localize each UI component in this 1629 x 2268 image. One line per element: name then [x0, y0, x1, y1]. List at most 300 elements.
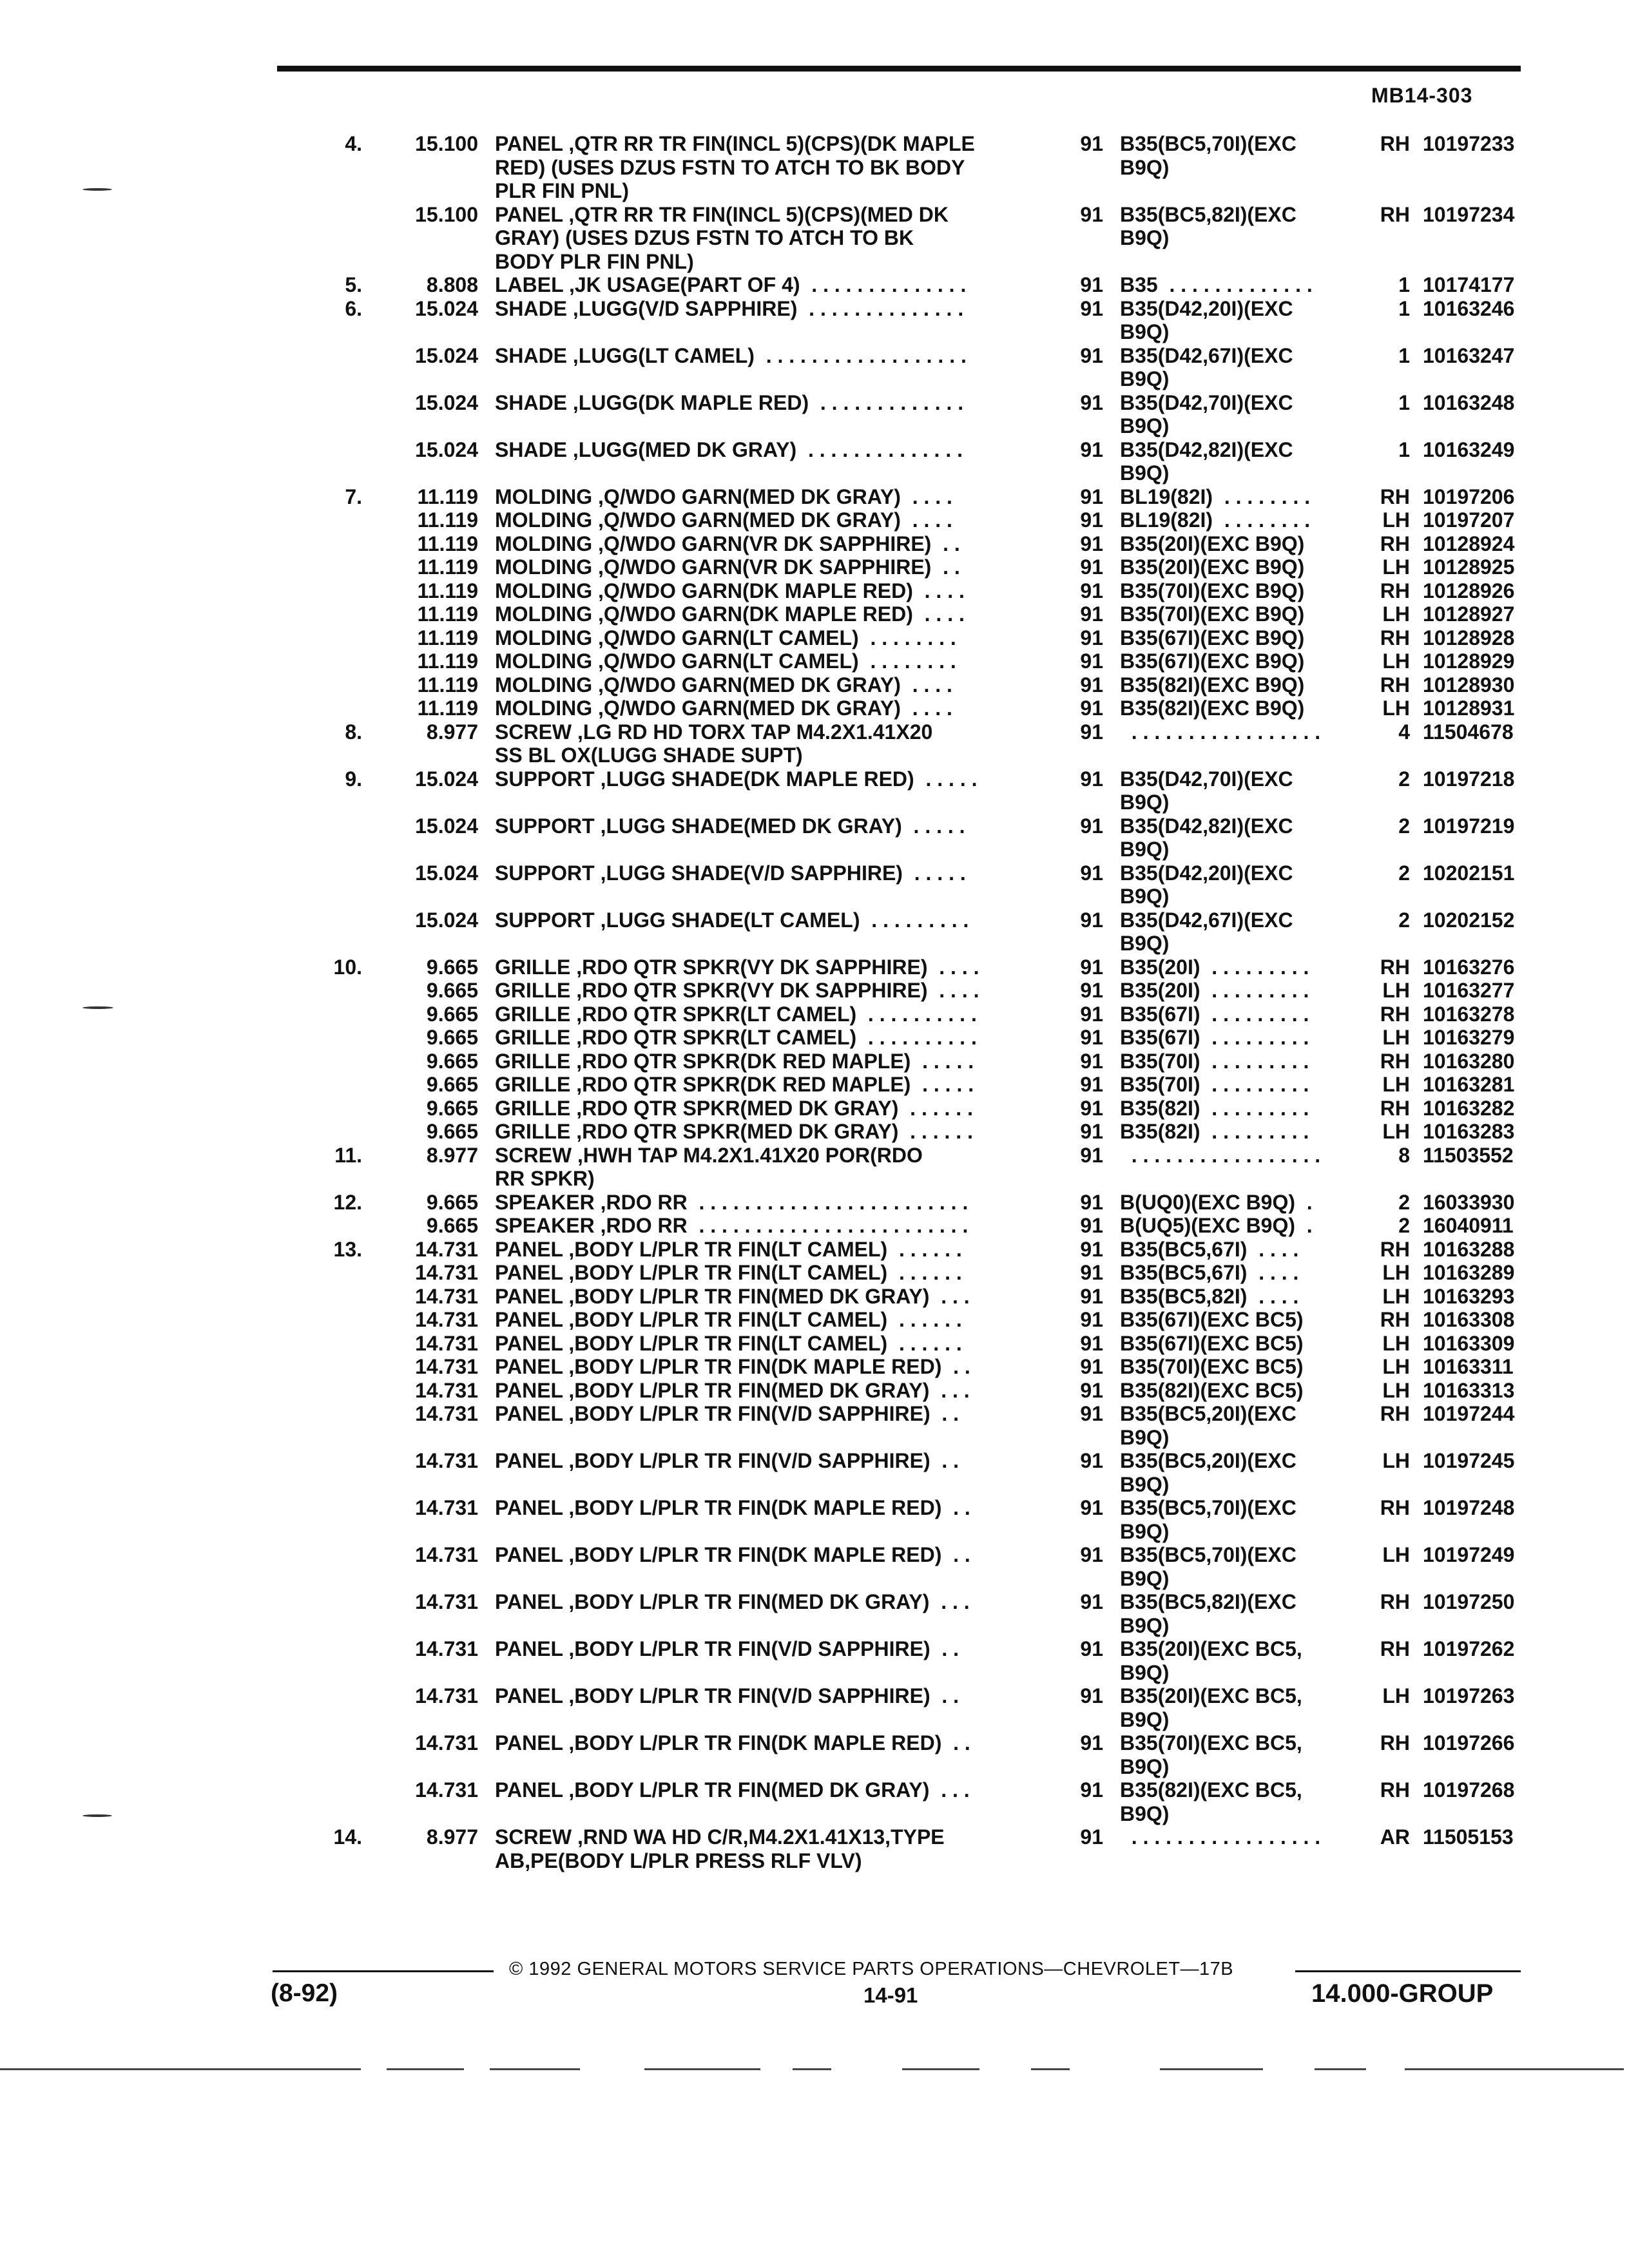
- table-row: [322, 767, 1527, 814]
- model-usage: B35(70I) . . . . . . . . .: [1120, 1049, 1309, 1073]
- group-number: 15.024: [415, 767, 478, 791]
- model-year: 91: [1080, 343, 1103, 367]
- part-number: 10163283: [1423, 1120, 1515, 1143]
- quantity: LH: [1382, 1261, 1410, 1284]
- scan-mark: [82, 188, 112, 191]
- model-year: 91: [1080, 1120, 1103, 1143]
- part-description: PANEL ,QTR RR TR FIN(INCL 5)(CPS)(MED DK GRAY) (USES DZUS FSTN TO ATCH TO BK BODY PLR FIN PNL): [495, 202, 949, 273]
- part-number: 10197207: [1423, 508, 1515, 532]
- model-usage: B35(BC5,70I)(EXC B9Q): [1120, 1496, 1296, 1543]
- part-description: PANEL ,BODY L/PLR TR FIN(V/D SAPPHIRE) . .: [495, 1402, 959, 1425]
- model-year: 91: [1080, 673, 1103, 697]
- model-usage: B35(82I)(EXC B9Q): [1120, 697, 1305, 720]
- table-row: [322, 979, 1527, 1003]
- model-year: 91: [1080, 1355, 1103, 1378]
- part-description: SCREW ,HWH TAP M4.2X1.41X20 POR(RDO RR SPKR): [495, 1143, 923, 1190]
- part-number: 11505153: [1423, 1825, 1514, 1849]
- model-year: 91: [1080, 1402, 1103, 1425]
- part-description: MOLDING ,Q/WDO GARN(VR DK SAPPHIRE) . .: [495, 532, 960, 555]
- group-number: 15.024: [415, 861, 478, 885]
- quantity: LH: [1382, 697, 1410, 720]
- part-number: 10163249: [1423, 437, 1515, 461]
- table-row: [322, 1097, 1527, 1120]
- part-number: 10128929: [1423, 649, 1515, 673]
- table-row: [322, 1684, 1527, 1731]
- group-number: 9.665: [426, 1026, 478, 1049]
- table-row: [322, 273, 1527, 297]
- quantity: 2: [1398, 767, 1410, 791]
- model-year: 91: [1080, 555, 1103, 579]
- quantity: LH: [1382, 1026, 1410, 1049]
- table-row: [322, 1144, 1527, 1191]
- quantity: LH: [1382, 1684, 1410, 1707]
- revision-date: (8-92): [271, 1979, 338, 2007]
- table-row: [322, 555, 1527, 579]
- table-row: [322, 861, 1527, 908]
- table-row: [322, 1402, 1527, 1449]
- quantity: LH: [1382, 1355, 1410, 1378]
- part-description: GRILLE ,RDO QTR SPKR(DK RED MAPLE) . . . . .: [495, 1073, 974, 1096]
- part-number: 10163280: [1423, 1049, 1515, 1073]
- quantity: 1: [1398, 343, 1410, 367]
- quantity: 8: [1398, 1143, 1410, 1167]
- model-year: 91: [1080, 1026, 1103, 1049]
- item-number: 9.: [345, 767, 362, 791]
- quantity: RH: [1380, 532, 1410, 555]
- group-number: 9.665: [426, 979, 478, 1002]
- quantity: RH: [1380, 1308, 1410, 1331]
- part-number: 10197248: [1423, 1496, 1515, 1519]
- group-number: 11.119: [417, 485, 478, 508]
- table-row: [322, 697, 1527, 720]
- table-row: [322, 673, 1527, 697]
- group-number: 11.119: [417, 649, 478, 673]
- part-number: 10197206: [1423, 485, 1515, 508]
- group-number: 14.731: [415, 1355, 478, 1378]
- part-number: 10163313: [1423, 1378, 1515, 1402]
- group-number: 9.665: [426, 1190, 478, 1214]
- quantity: RH: [1380, 579, 1410, 602]
- part-number: 10174177: [1423, 273, 1515, 296]
- part-number: 10128928: [1423, 626, 1515, 649]
- model-usage: . . . . . . . . . . . . . . . . .: [1120, 720, 1321, 744]
- model-usage: B35(67I)(EXC B9Q): [1120, 626, 1305, 649]
- quantity: RH: [1380, 1049, 1410, 1073]
- part-number: 10163281: [1423, 1073, 1515, 1096]
- page-number: 14-91: [863, 1983, 918, 2007]
- item-number: 4.: [345, 132, 362, 155]
- quantity: RH: [1380, 132, 1410, 155]
- part-number: 10128927: [1423, 602, 1515, 626]
- part-description: PANEL ,BODY L/PLR TR FIN(MED DK GRAY) . . .: [495, 1284, 970, 1308]
- table-row: [322, 579, 1527, 603]
- model-usage: B35(20I)(EXC BC5, B9Q): [1120, 1684, 1302, 1731]
- item-number: 7.: [345, 485, 362, 508]
- part-description: MOLDING ,Q/WDO GARN(VR DK SAPPHIRE) . .: [495, 555, 960, 579]
- model-year: 91: [1080, 1261, 1103, 1284]
- table-row: [322, 1825, 1527, 1872]
- group-number: 14.731: [415, 1590, 478, 1613]
- part-number: 10197262: [1423, 1637, 1515, 1660]
- part-number: 10197234: [1423, 202, 1515, 226]
- table-row: [322, 132, 1527, 203]
- part-description: GRILLE ,RDO QTR SPKR(VY DK SAPPHIRE) . . . .: [495, 979, 979, 1002]
- quantity: RH: [1380, 1237, 1410, 1261]
- model-year: 91: [1080, 1378, 1103, 1402]
- part-number: 10197219: [1423, 814, 1515, 838]
- model-usage: B35(82I)(EXC B9Q): [1120, 673, 1305, 697]
- group-number: 14.731: [415, 1402, 478, 1425]
- table-row: [322, 1496, 1527, 1543]
- copyright-line: © 1992 GENERAL MOTORS SERVICE PARTS OPERATIONS—CHEVROLET—17B: [509, 1959, 1234, 1979]
- model-year: 91: [1080, 626, 1103, 649]
- model-year: 91: [1080, 1590, 1103, 1613]
- item-number: 8.: [345, 720, 362, 744]
- part-number: 10163308: [1423, 1308, 1515, 1331]
- part-number: 10128930: [1423, 673, 1515, 697]
- table-row: [322, 297, 1527, 344]
- part-description: PANEL ,BODY L/PLR TR FIN(MED DK GRAY) . . .: [495, 1590, 970, 1613]
- group-number: 11.119: [417, 626, 478, 649]
- model-year: 91: [1080, 1308, 1103, 1331]
- model-usage: B35(D42,82I)(EXC B9Q): [1120, 814, 1293, 861]
- model-year: 91: [1080, 1002, 1103, 1026]
- table-row: [322, 1637, 1527, 1684]
- quantity: RH: [1380, 1402, 1410, 1425]
- table-row: [322, 1379, 1527, 1403]
- scan-edge-line: [644, 2068, 760, 2070]
- table-row: [322, 1778, 1527, 1825]
- group-label: 14.000-GROUP: [1311, 1979, 1494, 2008]
- group-number: 11.119: [417, 697, 478, 720]
- table-row: [322, 1332, 1527, 1356]
- group-number: 14.731: [415, 1378, 478, 1402]
- table-row: [322, 1308, 1527, 1332]
- quantity: RH: [1380, 1096, 1410, 1120]
- part-description: PANEL ,BODY L/PLR TR FIN(LT CAMEL) . . . . . .: [495, 1237, 962, 1261]
- table-row: [322, 956, 1527, 979]
- group-number: 14.731: [415, 1284, 478, 1308]
- part-number: 10163248: [1423, 390, 1515, 414]
- quantity: 1: [1398, 296, 1410, 320]
- scan-edge-line: [0, 2068, 361, 2070]
- group-number: 8.808: [426, 273, 478, 296]
- part-description: GRILLE ,RDO QTR SPKR(VY DK SAPPHIRE) . . . .: [495, 955, 979, 979]
- scan-edge-line: [490, 2068, 580, 2070]
- part-description: MOLDING ,Q/WDO GARN(LT CAMEL) . . . . . . . .: [495, 649, 956, 673]
- part-number: 10128924: [1423, 532, 1515, 555]
- part-number: 10163247: [1423, 343, 1515, 367]
- model-year: 91: [1080, 485, 1103, 508]
- scan-mark: [82, 1006, 113, 1009]
- model-usage: B35(70I)(EXC BC5): [1120, 1355, 1304, 1378]
- model-usage: BL19(82I) . . . . . . . .: [1120, 485, 1311, 508]
- part-number: 10163277: [1423, 979, 1515, 1002]
- part-description: PANEL ,BODY L/PLR TR FIN(MED DK GRAY) . . .: [495, 1378, 970, 1402]
- part-description: PANEL ,BODY L/PLR TR FIN(V/D SAPPHIRE) . .: [495, 1449, 959, 1472]
- table-row: [322, 344, 1527, 391]
- group-number: 11.119: [417, 532, 478, 555]
- item-number: 14.: [333, 1825, 362, 1849]
- group-number: 9.665: [426, 1214, 478, 1237]
- part-description: PANEL ,BODY L/PLR TR FIN(MED DK GRAY) . . .: [495, 1778, 970, 1802]
- model-usage: B35(82I)(EXC BC5): [1120, 1378, 1304, 1402]
- quantity: 2: [1398, 1190, 1410, 1214]
- part-description: SCREW ,LG RD HD TORX TAP M4.2X1.41X20 SS BL OX(LUGG SHADE SUPT): [495, 720, 933, 767]
- quantity: LH: [1382, 1449, 1410, 1472]
- scan-edge-line: [902, 2068, 979, 2070]
- quantity: RH: [1380, 1002, 1410, 1026]
- quantity: AR: [1380, 1825, 1410, 1849]
- model-year: 91: [1080, 1049, 1103, 1073]
- model-usage: B35(BC5,20I)(EXC B9Q): [1120, 1449, 1296, 1496]
- quantity: LH: [1382, 1120, 1410, 1143]
- quantity: RH: [1380, 955, 1410, 979]
- model-usage: B35(82I) . . . . . . . . .: [1120, 1096, 1309, 1120]
- model-usage: B35(20I)(EXC B9Q): [1120, 555, 1305, 579]
- quantity: LH: [1382, 1073, 1410, 1096]
- model-usage: B35(82I) . . . . . . . . .: [1120, 1120, 1309, 1143]
- part-description: SUPPORT ,LUGG SHADE(V/D SAPPHIRE) . . . . .: [495, 861, 966, 885]
- part-description: SHADE ,LUGG(LT CAMEL) . . . . . . . . . . . . . . . . . .: [495, 343, 967, 367]
- quantity: LH: [1382, 1284, 1410, 1308]
- part-description: GRILLE ,RDO QTR SPKR(DK RED MAPLE) . . . . .: [495, 1049, 974, 1073]
- group-number: 15.100: [415, 132, 478, 155]
- part-description: MOLDING ,Q/WDO GARN(MED DK GRAY) . . . .: [495, 508, 952, 532]
- part-description: PANEL ,BODY L/PLR TR FIN(DK MAPLE RED) . .: [495, 1731, 970, 1754]
- part-description: SPEAKER ,RDO RR . . . . . . . . . . . . . . . . . . . . . . . .: [495, 1190, 969, 1214]
- group-number: 11.119: [417, 508, 478, 532]
- model-year: 91: [1080, 1096, 1103, 1120]
- item-number: 5.: [345, 273, 362, 296]
- quantity: 2: [1398, 814, 1410, 838]
- model-usage: B35(BC5,82I) . . . .: [1120, 1284, 1299, 1308]
- part-description: PANEL ,BODY L/PLR TR FIN(LT CAMEL) . . . . . .: [495, 1261, 962, 1284]
- part-number: 10197268: [1423, 1778, 1515, 1802]
- model-usage: B(UQ5)(EXC B9Q) .: [1120, 1214, 1313, 1237]
- model-usage: B35(70I)(EXC B9Q): [1120, 579, 1305, 602]
- table-row: [322, 1449, 1527, 1496]
- table-row: [322, 602, 1527, 626]
- quantity: 2: [1398, 908, 1410, 932]
- table-row: [322, 438, 1527, 485]
- table-row: [322, 1731, 1527, 1778]
- part-number: 10197245: [1423, 1449, 1515, 1472]
- model-year: 91: [1080, 390, 1103, 414]
- table-row: [322, 1003, 1527, 1026]
- group-number: 8.977: [426, 1825, 478, 1849]
- part-number: 10163279: [1423, 1026, 1515, 1049]
- quantity: LH: [1382, 1543, 1410, 1566]
- group-number: 9.665: [426, 1049, 478, 1073]
- part-number: 10163293: [1423, 1284, 1515, 1308]
- part-number: 10163246: [1423, 296, 1515, 320]
- group-number: 14.731: [415, 1496, 478, 1519]
- model-year: 91: [1080, 1825, 1103, 1849]
- model-year: 91: [1080, 437, 1103, 461]
- model-usage: B35(BC5,67I) . . . .: [1120, 1237, 1299, 1261]
- part-number: 10202151: [1423, 861, 1515, 885]
- part-description: GRILLE ,RDO QTR SPKR(LT CAMEL) . . . . . . . . . .: [495, 1026, 977, 1049]
- part-description: SPEAKER ,RDO RR . . . . . . . . . . . . . . . . . . . . . . . .: [495, 1214, 969, 1237]
- group-number: 9.665: [426, 1002, 478, 1026]
- part-number: 10163282: [1423, 1096, 1515, 1120]
- model-year: 91: [1080, 1684, 1103, 1707]
- scan-edge-line: [793, 2068, 831, 2070]
- part-description: PANEL ,BODY L/PLR TR FIN(DK MAPLE RED) . .: [495, 1543, 970, 1566]
- model-year: 91: [1080, 579, 1103, 602]
- table-row: [322, 532, 1527, 556]
- quantity: RH: [1380, 1637, 1410, 1660]
- model-year: 91: [1080, 1284, 1103, 1308]
- table-row: [322, 908, 1527, 956]
- parts-table: [322, 132, 1527, 1872]
- scan-edge-line: [1160, 2068, 1263, 2070]
- group-number: 14.731: [415, 1543, 478, 1566]
- quantity: RH: [1380, 1731, 1410, 1754]
- model-usage: . . . . . . . . . . . . . . . . .: [1120, 1825, 1321, 1849]
- part-description: SHADE ,LUGG(MED DK GRAY) . . . . . . . . . . . . . .: [495, 437, 963, 461]
- model-usage: . . . . . . . . . . . . . . . . .: [1120, 1143, 1321, 1167]
- quantity: RH: [1380, 1590, 1410, 1613]
- model-year: 91: [1080, 1449, 1103, 1472]
- group-number: 9.665: [426, 1120, 478, 1143]
- part-number: 10163278: [1423, 1002, 1515, 1026]
- footer-rule-left: [273, 1970, 494, 1972]
- model-usage: B35(70I)(EXC BC5, B9Q): [1120, 1731, 1302, 1778]
- part-description: SCREW ,RND WA HD C/R,M4.2X1.41X13,TYPE AB,PE(BODY L/PLR PRESS RLF VLV): [495, 1825, 945, 1872]
- quantity: LH: [1382, 649, 1410, 673]
- table-row: [322, 649, 1527, 673]
- item-number: 13.: [333, 1237, 362, 1261]
- part-number: 10163289: [1423, 1261, 1515, 1284]
- model-year: 91: [1080, 1214, 1103, 1237]
- part-number: 10197249: [1423, 1543, 1515, 1566]
- model-usage: B35(70I) . . . . . . . . .: [1120, 1073, 1309, 1096]
- table-row: [322, 1026, 1527, 1050]
- group-number: 8.977: [426, 720, 478, 744]
- part-description: LABEL ,JK USAGE(PART OF 4) . . . . . . . . . . . . . .: [495, 273, 967, 296]
- model-usage: B35(D42,70I)(EXC B9Q): [1120, 767, 1293, 814]
- part-number: 10128931: [1423, 697, 1515, 720]
- model-year: 91: [1080, 202, 1103, 226]
- part-description: PANEL ,BODY L/PLR TR FIN(V/D SAPPHIRE) . .: [495, 1637, 959, 1660]
- part-description: SHADE ,LUGG(DK MAPLE RED) . . . . . . . . . . . . .: [495, 390, 964, 414]
- group-number: 8.977: [426, 1143, 478, 1167]
- part-number: 10197250: [1423, 1590, 1515, 1613]
- model-usage: B35(20I) . . . . . . . . .: [1120, 979, 1309, 1002]
- model-usage: B35(20I)(EXC B9Q): [1120, 532, 1305, 555]
- part-description: PANEL ,BODY L/PLR TR FIN(DK MAPLE RED) . .: [495, 1496, 970, 1519]
- table-row: [322, 1543, 1527, 1590]
- table-row: [322, 814, 1527, 861]
- model-year: 91: [1080, 1778, 1103, 1802]
- model-year: 91: [1080, 814, 1103, 838]
- model-usage: B(UQ0)(EXC B9Q) .: [1120, 1190, 1313, 1214]
- model-usage: B35(BC5,70I)(EXC B9Q): [1120, 132, 1296, 179]
- group-number: 15.024: [415, 296, 478, 320]
- model-year: 91: [1080, 508, 1103, 532]
- item-number: 11.: [334, 1143, 362, 1167]
- group-number: 14.731: [415, 1261, 478, 1284]
- quantity: LH: [1382, 555, 1410, 579]
- item-number: 12.: [333, 1190, 362, 1214]
- part-number: 10197218: [1423, 767, 1515, 791]
- group-number: 9.665: [426, 1073, 478, 1096]
- quantity: RH: [1380, 673, 1410, 697]
- quantity: LH: [1382, 508, 1410, 532]
- model-usage: B35(67I)(EXC B9Q): [1120, 649, 1305, 673]
- quantity: RH: [1380, 485, 1410, 508]
- table-row: [322, 1590, 1527, 1637]
- group-number: 14.731: [415, 1331, 478, 1355]
- group-number: 15.024: [415, 814, 478, 838]
- part-description: PANEL ,BODY L/PLR TR FIN(LT CAMEL) . . . . . .: [495, 1331, 962, 1355]
- part-description: SUPPORT ,LUGG SHADE(LT CAMEL) . . . . . . . . .: [495, 908, 969, 932]
- model-usage: B35(BC5,82I)(EXC B9Q): [1120, 202, 1296, 249]
- quantity: LH: [1382, 1331, 1410, 1355]
- header-rule: [277, 66, 1521, 72]
- model-usage: B35(BC5,82I)(EXC B9Q): [1120, 1590, 1296, 1637]
- table-row: [322, 1261, 1527, 1285]
- part-description: MOLDING ,Q/WDO GARN(DK MAPLE RED) . . . .: [495, 602, 965, 626]
- part-number: 10163309: [1423, 1331, 1515, 1355]
- part-description: PANEL ,BODY L/PLR TR FIN(V/D SAPPHIRE) . .: [495, 1684, 959, 1707]
- quantity: RH: [1380, 626, 1410, 649]
- part-number: 10197244: [1423, 1402, 1515, 1425]
- quantity: RH: [1380, 1778, 1410, 1802]
- table-row: [322, 508, 1527, 532]
- model-year: 91: [1080, 1143, 1103, 1167]
- group-number: 14.731: [415, 1684, 478, 1707]
- table-row: [322, 1214, 1527, 1238]
- group-number: 9.665: [426, 955, 478, 979]
- model-year: 91: [1080, 955, 1103, 979]
- scan-edge-line: [1405, 2068, 1624, 2070]
- model-year: 91: [1080, 1731, 1103, 1754]
- model-year: 91: [1080, 296, 1103, 320]
- table-row: [322, 720, 1527, 767]
- part-description: MOLDING ,Q/WDO GARN(MED DK GRAY) . . . .: [495, 697, 952, 720]
- table-row: [322, 1355, 1527, 1379]
- part-number: 10163276: [1423, 955, 1515, 979]
- part-description: GRILLE ,RDO QTR SPKR(MED DK GRAY) . . . . . .: [495, 1120, 973, 1143]
- model-usage: B35(D42,20I)(EXC B9Q): [1120, 296, 1293, 343]
- table-row: [322, 203, 1527, 274]
- footer-rule-right: [1295, 1970, 1521, 1972]
- model-usage: B35(D42,67I)(EXC B9Q): [1120, 343, 1293, 390]
- model-year: 91: [1080, 1637, 1103, 1660]
- model-usage: B35(D42,70I)(EXC B9Q): [1120, 390, 1293, 437]
- model-year: 91: [1080, 602, 1103, 626]
- item-number: 6.: [345, 296, 362, 320]
- quantity: RH: [1380, 1496, 1410, 1519]
- model-usage: B35(BC5,67I) . . . .: [1120, 1261, 1299, 1284]
- table-row: [322, 1238, 1527, 1262]
- model-year: 91: [1080, 132, 1103, 155]
- scan-edge-line: [387, 2068, 464, 2070]
- group-number: 11.119: [417, 602, 478, 626]
- model-usage: B35(82I)(EXC BC5, B9Q): [1120, 1778, 1302, 1825]
- part-number: 10163311: [1423, 1355, 1514, 1378]
- scan-edge-line: [1315, 2068, 1366, 2070]
- table-row: [322, 391, 1527, 438]
- quantity: 2: [1398, 861, 1410, 885]
- model-usage: B35(67I)(EXC BC5): [1120, 1308, 1304, 1331]
- quantity: 1: [1398, 390, 1410, 414]
- group-number: 14.731: [415, 1308, 478, 1331]
- model-usage: B35(D42,20I)(EXC B9Q): [1120, 861, 1293, 908]
